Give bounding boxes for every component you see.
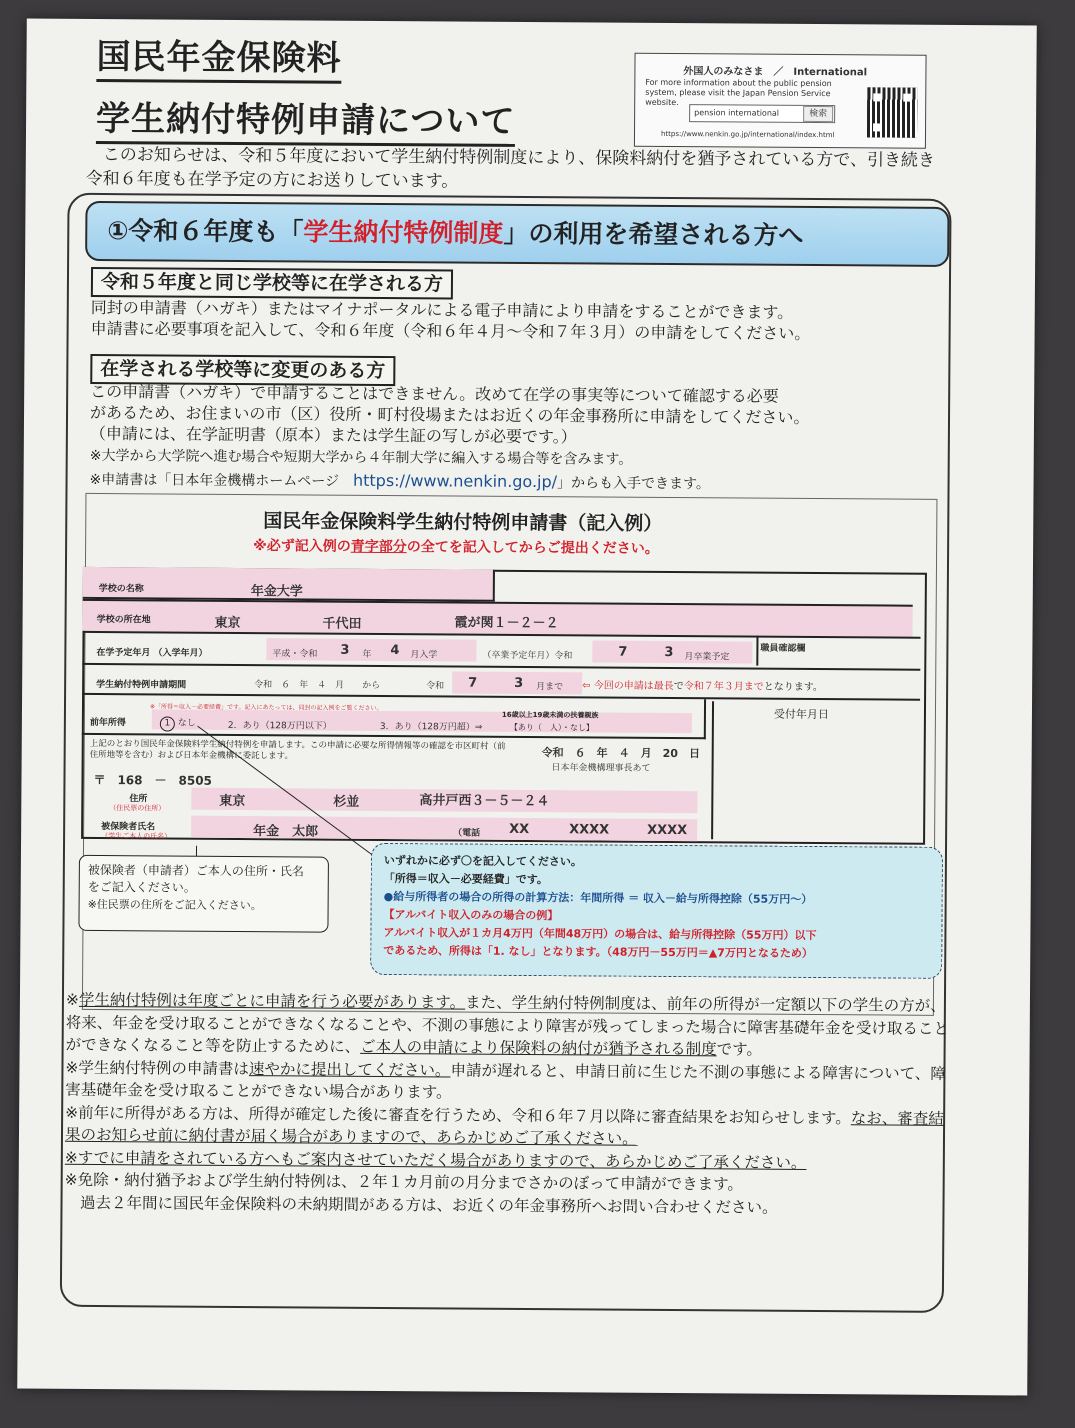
school-name-value: 年金大学 bbox=[250, 584, 303, 600]
bottom-note-3-a: ※前年に所得がある方は、所得が確定した後に審査を行うため、令和６年７月以降に審査結果をお知らせします。 bbox=[65, 1103, 851, 1127]
changed-school-line-1: この申請書（ハガキ）で申請することはできません。改めて在学の事実等について確認する必要 bbox=[90, 381, 779, 406]
note-download bbox=[90, 469, 711, 494]
callout-left-line-1: 被保険者（申請者）ご本人の住所・氏名 bbox=[87, 862, 304, 879]
grad-suffix: 月卒業予定 bbox=[684, 652, 730, 663]
callout-right-line-1: いずれかに必ず〇を記入してください。 bbox=[383, 854, 582, 869]
home-address-label: 住所 bbox=[129, 794, 148, 805]
bottom-note-1-u1: 学生納付特例は年度ごとに申請を行う必要があります。 bbox=[78, 990, 466, 1012]
title-line-1: 国民年金保険料 bbox=[96, 37, 341, 84]
school-name-label: 学校の名称 bbox=[98, 584, 144, 595]
callout-right-line-3: ●給与所得者の場合の所得の計算方法：年間所得 ＝ 収入－給与所得控除（55万円～） bbox=[383, 890, 813, 906]
search-box: pension international bbox=[689, 104, 835, 123]
postal-code: 〒 168 － 8505 bbox=[93, 772, 212, 788]
period-note bbox=[582, 676, 823, 693]
enroll-nen: 年 bbox=[362, 649, 372, 660]
bottom-note-3-u: なお、審査結果のお知らせ前に納付書が届く場合がありますので、あらかじめご了承ください。 bbox=[64, 1108, 944, 1148]
international-heading: 外国人のみなさま ／ International bbox=[683, 66, 868, 79]
income-formula-note: ※「所得＝収入－必要経費」です。記入にあたっては、同封の記入例をご覧ください。 bbox=[149, 703, 383, 712]
same-school-line-2: 申請書に必要事項を記入して、令和６年度（令和６年４月～令和７年３月）の申請をしてください。 bbox=[90, 318, 811, 343]
period-to-era: 令和 bbox=[426, 681, 445, 692]
school-city: 千代田 bbox=[322, 616, 362, 632]
bottom-note-1-body: また、学生納付特例制度は、前年の所得が一定額以下の学生の方が、将来、年金を受け取ることができなくなることや、不測の事態により障害が残ってしまった場合に障害基礎年金を受け取ることができなくなること等を防止するために、 bbox=[65, 993, 950, 1056]
banner-post: 」の利用を希望される方へ bbox=[503, 218, 804, 250]
period-note-mid: で bbox=[673, 681, 684, 693]
callout-address-name bbox=[78, 855, 329, 933]
enrollment-label-sub: （入学年月） bbox=[153, 648, 208, 659]
warning-pre: ※必ず記入例の bbox=[253, 538, 351, 555]
phone-part-3: XXXX bbox=[647, 822, 688, 839]
nenkin-link[interactable]: https://www.nenkin.go.jp/ bbox=[352, 470, 558, 492]
graduation-label: （卒業予定年月）令和 bbox=[482, 650, 573, 662]
staff-divider bbox=[756, 636, 759, 666]
enrollment-label bbox=[96, 645, 207, 659]
era-options: 平成・令和 bbox=[272, 649, 318, 660]
period-note-post: となります。 bbox=[763, 681, 823, 694]
warning-post: の全てを記入してからご提出ください。 bbox=[406, 539, 659, 557]
bottom-note-4-u: ※すでに申請をされている方へもご案内させていただく場合がありますので、あらかじめご了承ください。 bbox=[64, 1148, 807, 1172]
period-from: 令和 ６ 年 ４ 月 から bbox=[254, 680, 381, 691]
name-sub: （学生ご本人の氏名） bbox=[101, 832, 172, 841]
enroll-suffix: 月入学 bbox=[410, 650, 438, 661]
phone-label: （電話 bbox=[453, 828, 481, 839]
name-label: 被保険者氏名 bbox=[101, 822, 156, 833]
same-school-line-1: 同封の申請書（ハガキ）またはマイナポータルによる電子申請により申請をすることができます。 bbox=[90, 297, 794, 322]
bottom-note-2-u: 速やかに提出してください。 bbox=[248, 1059, 451, 1079]
period-to-year: 7 bbox=[468, 675, 478, 691]
bottom-note-1-u2: ご本人の申請により保険料の納付が猶予される制度 bbox=[360, 1037, 717, 1059]
form-warning bbox=[253, 535, 659, 558]
staff-check-label: 職員確認欄 bbox=[760, 643, 806, 654]
grad-month: 3 bbox=[664, 644, 674, 661]
dependents-label: 16歳以上19歳未満の扶養親族 bbox=[501, 710, 599, 720]
income-option-1-label: なし bbox=[177, 718, 196, 729]
period-to-suffix: 月まで bbox=[536, 682, 564, 693]
period-to-month: 3 bbox=[514, 675, 524, 691]
sub-heading-changed-school: 在学される学校等に変更のある方 bbox=[90, 354, 395, 386]
bottom-note-1 bbox=[66, 989, 956, 1063]
addressee: 日本年金機構理事長あて bbox=[551, 763, 651, 774]
changed-school-line-2: があるため、お住まいの市（区）役所・町村役場またはお近くの年金事務所に申請をしてください。 bbox=[89, 402, 810, 427]
callout-right-line-6: であるため、所得は「1. なし」となります。（48万円－55万円＝▲7万円となるため） bbox=[383, 944, 813, 961]
sub-heading-same-school: 令和５年度と同じ学校等に在学される方 bbox=[91, 267, 453, 300]
callout-right-line-4: 【アルバイト収入のみの場合の例】 bbox=[383, 908, 559, 923]
income-option-2[interactable]: 2．あり（128万円以下） bbox=[227, 720, 332, 732]
search-button: 検索 bbox=[803, 106, 833, 122]
banner-pre: ①令和６年度も「 bbox=[107, 216, 304, 247]
changed-school-line-3: （申請には、在学証明書（原本）または学生証の写しが必要です。） bbox=[89, 423, 577, 447]
title-line-2: 学生納付特例申請について bbox=[96, 99, 516, 147]
qr-code-icon bbox=[867, 87, 917, 137]
period-label: 学生納付特例申請期間 bbox=[96, 679, 187, 691]
application-date: 令和 ６ 年 ４ 月 20 日 bbox=[541, 746, 701, 761]
bottom-note-1-mark: ※ bbox=[65, 990, 80, 1009]
bottom-note-3 bbox=[65, 1101, 955, 1152]
grad-year: 7 bbox=[618, 644, 628, 660]
name-fill bbox=[191, 816, 461, 840]
note-download-post: 」からも入手できます。 bbox=[556, 475, 710, 493]
international-box bbox=[634, 53, 927, 149]
home-pref: 東京 bbox=[219, 793, 246, 810]
section-1-banner bbox=[85, 201, 949, 267]
dependents-value: 【あり（ 人）・なし】 bbox=[509, 722, 594, 733]
note-transfer: ※大学から大学院へ進む場合や短期大学から４年制大学に編入する場合等を含みます。 bbox=[89, 447, 633, 468]
income-label: 前年所得 bbox=[89, 717, 126, 729]
banner-highlight: 学生納付特例制度 bbox=[303, 217, 504, 248]
income-option-1[interactable] bbox=[160, 715, 196, 731]
callout-left-line-2: をご記入ください。 bbox=[87, 879, 196, 895]
bottom-note-2-a: ※学生納付特例の申請書は bbox=[65, 1058, 250, 1078]
period-note-limit: 令和７年３月まで bbox=[683, 681, 764, 693]
bottom-note-2-b: 申請が遅れると、申請日前に生じた不測の事態による障害について、障害基礎年金を受け取ることができない場合があります。 bbox=[65, 1060, 946, 1102]
home-town: 高井戸西３－５－２４ bbox=[419, 793, 550, 810]
insured-name: 年金 太郎 bbox=[253, 824, 319, 840]
home-address-sub: （住民票の住所） bbox=[109, 804, 166, 813]
bottom-note-6: 過去２年間に国民年金保険料の未納期間がある方は、お近くの年金事務所へお問い合わせください。 bbox=[64, 1193, 778, 1217]
bottom-note-5: ※免除・納付猶予および学生納付特例は、２年１カ月前の月分までさかのぼって申請ができます。 bbox=[64, 1170, 744, 1194]
phone-part-1: XX bbox=[509, 821, 530, 838]
enroll-year: 3 bbox=[340, 642, 350, 658]
international-url: https://www.nenkin.go.jp/international/index.html bbox=[660, 129, 835, 140]
phone-part-2: XXXX bbox=[569, 822, 610, 838]
callout-income bbox=[370, 843, 943, 979]
income-option-3[interactable]: 3．あり（128万円超）⇒ bbox=[379, 721, 483, 733]
bottom-note-2 bbox=[65, 1056, 955, 1107]
school-address-label: 学校の所在地 bbox=[96, 614, 151, 626]
period-note-pre: ⇦ 今回の申請は bbox=[582, 680, 654, 692]
note-download-pre: ※申請書は「日本年金機構ホームページ bbox=[89, 471, 354, 490]
form-title: 国民年金保険料学生納付特例申請書（記入例） bbox=[263, 510, 663, 535]
school-pref: 東京 bbox=[214, 615, 241, 631]
notice-paper bbox=[17, 18, 1037, 1395]
period-note-max: 最長 bbox=[653, 680, 674, 693]
bottom-notes bbox=[64, 989, 956, 1220]
home-city: 杉並 bbox=[333, 794, 360, 810]
school-town: 霞が関１－２－２ bbox=[454, 615, 559, 632]
international-info: For more information about the public pension system, please visit the Japan Pension Service website. bbox=[645, 77, 832, 108]
callout-right-line-2: 「所得＝収入－必要経費」です。 bbox=[383, 872, 548, 887]
received-date-label: 受付年月日 bbox=[773, 707, 829, 722]
bottom-note-1-end: です。 bbox=[716, 1040, 762, 1059]
enrollment-label-main: 在学予定年月 bbox=[96, 647, 151, 659]
enroll-month: 4 bbox=[390, 643, 400, 659]
callout-left-note: ※住民票の住所をご記入ください。 bbox=[87, 897, 262, 913]
warning-underlined: 青字部分 bbox=[350, 538, 407, 556]
selected-circle-icon: 1 bbox=[160, 716, 175, 731]
callout-right-line-5: アルバイト収入が１カ月4万円（年間48万円）の場合は、給与所得控除（55万円）以下 bbox=[383, 926, 817, 943]
intro-text: このお知らせは、令和５年度において学生納付特例制度により、保険料納付を猶予されている方で、引き続き令和６年度も在学予定の方にお送りしています。 bbox=[85, 144, 936, 192]
declaration-text: 上記のとおり国民年金保険料学生納付特例を申請します。この申請に必要な所得情報等の確認を市区町村（前住所地等を含む）および日本年金機構に委託します。 bbox=[89, 738, 506, 762]
